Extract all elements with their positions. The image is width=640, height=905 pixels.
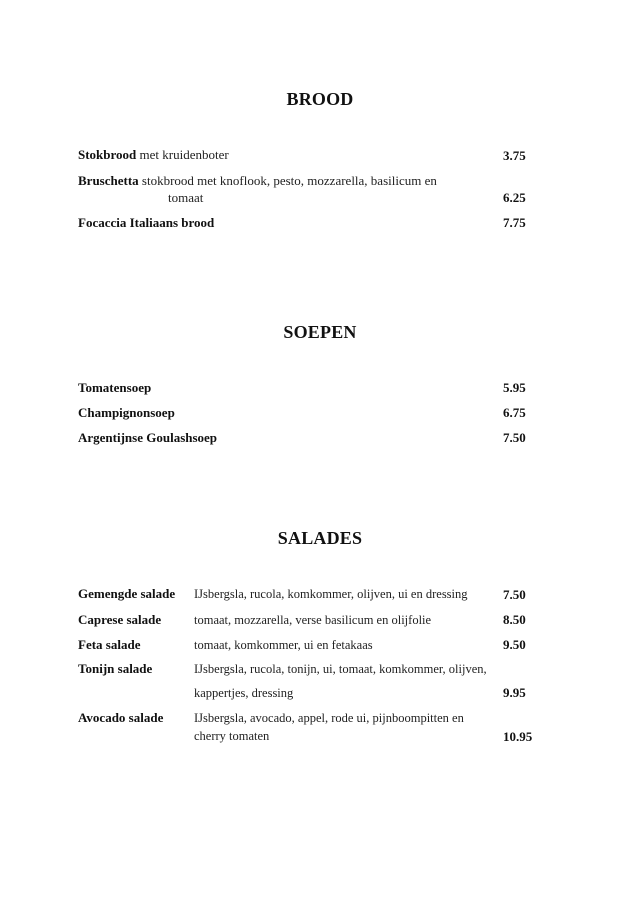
section-title-soepen: SOEPEN <box>283 322 357 342</box>
item-price: 6.75 <box>503 405 526 420</box>
item-name: Avocado salade <box>78 710 164 725</box>
section-title-brood: BROOD <box>286 89 354 109</box>
item-description-cont: kappertjes, dressing <box>194 686 294 700</box>
item-price: 7.75 <box>503 215 526 230</box>
item-name: Champignonsoep <box>78 405 175 420</box>
item-name: Focaccia Italiaans brood <box>78 215 215 230</box>
item-description: stokbrood met knoflook, pesto, mozzarella, basilicum en <box>141 173 437 188</box>
menu-item <box>78 380 548 396</box>
menu-item <box>78 173 548 189</box>
item-description: tomaat, komkommer, ui en fetakaas <box>194 638 373 652</box>
item-description-cont: tomaat <box>168 190 204 205</box>
item-price: 10.95 <box>503 729 533 744</box>
item-description: IJsbergsla, rucola, tonijn, ui, tomaat, komkommer, olijven, <box>194 662 487 676</box>
item-price: 3.75 <box>503 148 526 163</box>
item-name: Stokbrood <box>78 147 137 162</box>
item-price: 9.50 <box>503 637 526 652</box>
item-price: 7.50 <box>503 587 526 602</box>
menu-item <box>78 405 548 421</box>
item-name: Tonijn salade <box>78 661 153 676</box>
item-price: 6.25 <box>503 190 526 205</box>
item-name: Argentijnse Goulashsoep <box>78 430 218 445</box>
item-description-cont: cherry tomaten <box>194 729 270 743</box>
item-name: Caprese salade <box>78 612 162 627</box>
menu-item <box>78 147 548 163</box>
item-description: met kruidenboter <box>139 147 229 162</box>
item-price: 7.50 <box>503 430 526 445</box>
section-title-salades: SALADES <box>277 528 363 548</box>
item-name: Tomatensoep <box>78 380 152 395</box>
item-name: Bruschetta <box>78 173 139 188</box>
item-price: 9.95 <box>503 685 526 700</box>
item-description: IJsbergsla, avocado, appel, rode ui, pijnboompitten en <box>194 711 464 725</box>
item-price: 8.50 <box>503 612 526 627</box>
item-description: IJsbergsla, rucola, komkommer, olijven, ui en dressing <box>194 587 468 601</box>
menu-item <box>78 215 548 231</box>
item-name: Feta salade <box>78 637 141 652</box>
item-description: tomaat, mozzarella, verse basilicum en olijfolie <box>194 613 432 627</box>
item-price: 5.95 <box>503 380 526 395</box>
item-name: Gemengde salade <box>78 586 176 601</box>
menu-item <box>78 430 548 446</box>
